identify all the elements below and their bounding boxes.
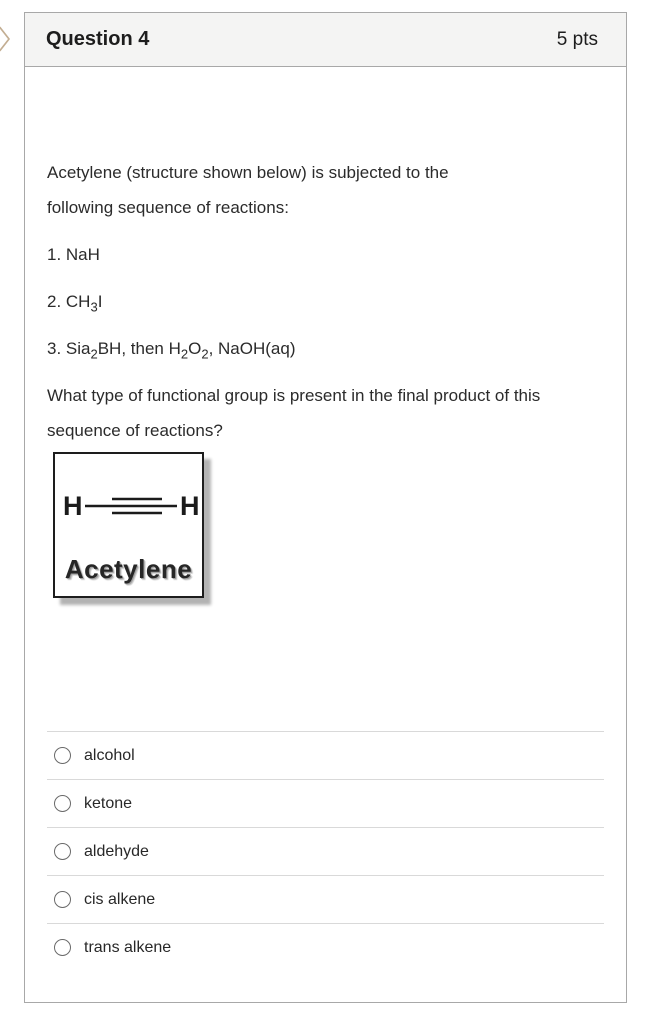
right-hydrogen-atom: H [180, 491, 200, 521]
step-text: 2. CH [47, 292, 91, 311]
answer-options [47, 731, 604, 971]
option-label: alcohol [84, 746, 135, 764]
step-text: , NaOH(aq) [208, 339, 296, 358]
answer-option-trans-alkene[interactable] [47, 923, 604, 971]
step-text: BH, then H [97, 339, 181, 358]
option-label: trans alkene [84, 938, 172, 956]
molecule-drawing [55, 454, 206, 542]
question-points: 5 pts [556, 28, 598, 50]
subscript-text: 2 [90, 346, 98, 362]
question-card [24, 12, 627, 1003]
subscript-text: 3 [90, 299, 98, 315]
chevron-right-icon [0, 26, 12, 52]
radio-button-icon[interactable] [54, 747, 71, 764]
option-label: aldehyde [84, 842, 149, 860]
subscript-text: 2 [201, 346, 209, 362]
answer-option-aldehyde[interactable] [47, 827, 604, 875]
radio-button-icon[interactable] [54, 843, 71, 860]
left-hydrogen-atom: H [63, 491, 83, 521]
question-body [25, 67, 626, 971]
reaction-step [47, 284, 604, 319]
step-text: O [188, 339, 202, 358]
question-intro-text: Acetylene (structure shown below) is subjected to the following sequence of reactions: [47, 163, 449, 217]
step-text: 3. Sia [47, 339, 91, 358]
question-header [25, 13, 626, 67]
acetylene-structure-image [53, 452, 204, 598]
radio-button-icon[interactable] [54, 891, 71, 908]
option-label: cis alkene [84, 890, 156, 908]
answer-option-alcohol[interactable] [47, 731, 604, 779]
reaction-step [47, 237, 604, 272]
radio-button-icon[interactable] [54, 795, 71, 812]
question-title: Question 4 [46, 28, 150, 50]
answer-option-cis-alkene[interactable] [47, 875, 604, 923]
radio-button-icon[interactable] [54, 939, 71, 956]
question-prompt-text: What type of functional group is present in the final product of this sequence of reactions? [47, 386, 541, 440]
answer-option-ketone[interactable] [47, 779, 604, 827]
subscript-text: 2 [180, 346, 189, 362]
reaction-step [47, 331, 604, 366]
step-text: 1. NaH [47, 245, 100, 264]
step-text: I [97, 292, 103, 311]
option-label: ketone [84, 794, 133, 812]
structure-caption: Acetylene [64, 554, 193, 584]
reaction-steps-list [47, 237, 604, 366]
